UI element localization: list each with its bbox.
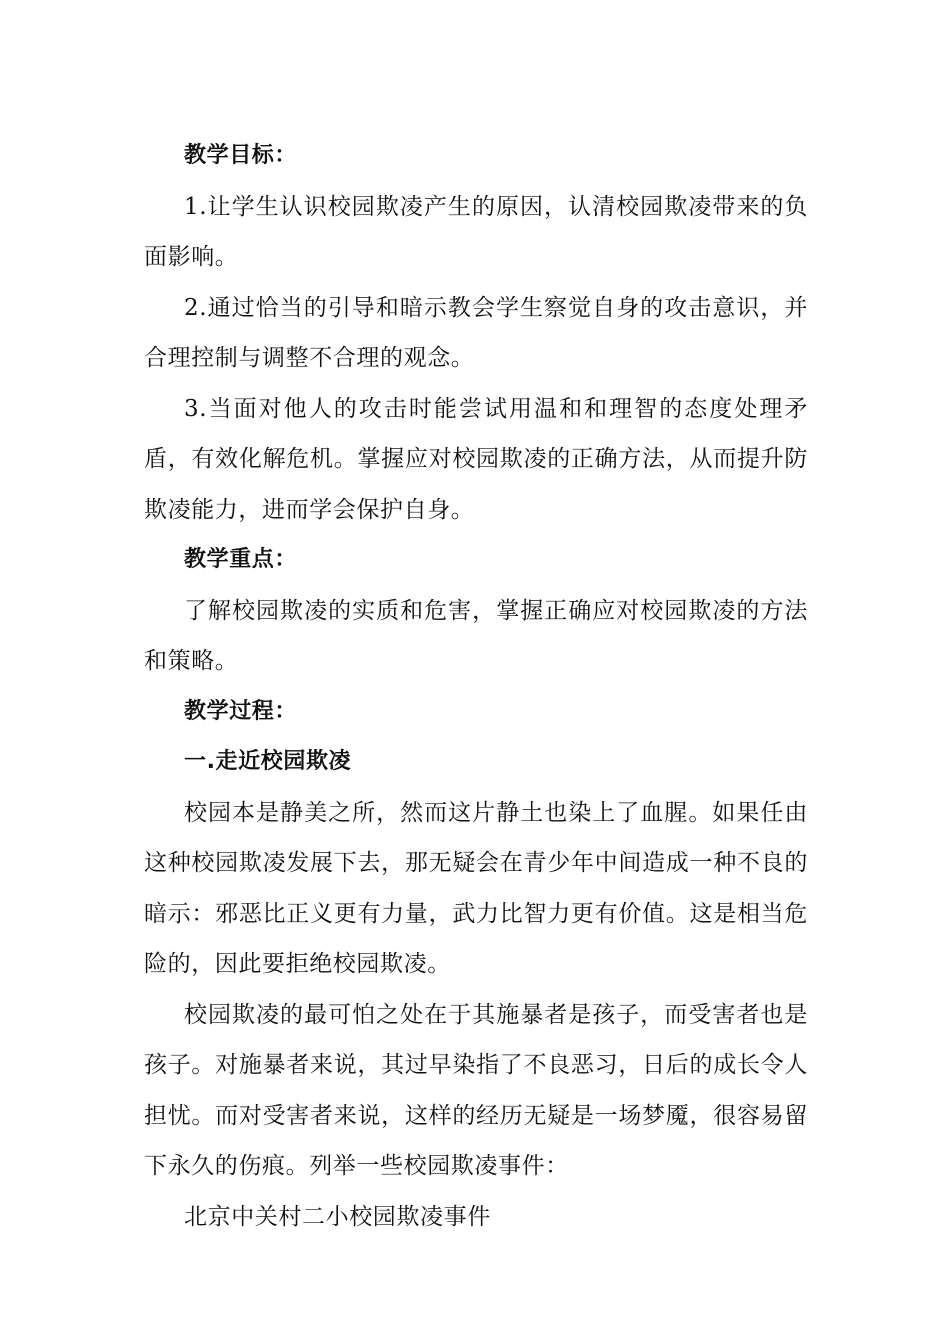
objective-item-3: 3.当面对他人的攻击时能尝试用温和和理智的态度处理矛盾，有效化解危机。掌握应对校园欺凌的正确方法，从而提升防欺凌能力，进而学会保护自身。: [144, 395, 808, 523]
key-points-text: 了解校园欺凌的实质和危害，掌握正确应对校园欺凌的方法和策略。: [144, 597, 808, 674]
objectives-heading: 教学目标：: [184, 143, 298, 168]
section-one-paragraph-1: 校园本是静美之所，然而这片静土也染上了血腥。如果任由这种校园欺凌发展下去，那无疑会在青少年中间造成一种不良的暗示：邪恶比正义更有力量，武力比智力更有价值。这是相当危险的，因此要拒绝校园欺凌。: [144, 799, 808, 977]
key-points-heading: 教学重点：: [184, 547, 298, 572]
section-one-paragraph-2: 校园欺凌的最可怕之处在于其施暴者是孩子，而受害者也是孩子。对施暴者来说，其过早染指了不良恶习，日后的成长令人担忧。而对受害者来说，这样的经历无疑是一场梦魇，很容易留下永久的伤痕。列举一些校园欺凌事件：: [144, 1001, 808, 1179]
section-one-title: 一.走近校园欺凌: [184, 749, 352, 774]
objective-item-1: 1.让学生认识校园欺凌产生的原因，认清校园欺凌带来的负面影响。: [144, 193, 808, 270]
objective-item-2: 2.通过恰当的引导和暗示教会学生察觉自身的攻击意识，并合理控制与调整不合理的观念。: [144, 294, 808, 371]
process-heading: 教学过程：: [184, 698, 298, 724]
document-body: [144, 131, 808, 1242]
section-one-paragraph-3: 北京中关村二小校园欺凌事件: [184, 1203, 491, 1230]
